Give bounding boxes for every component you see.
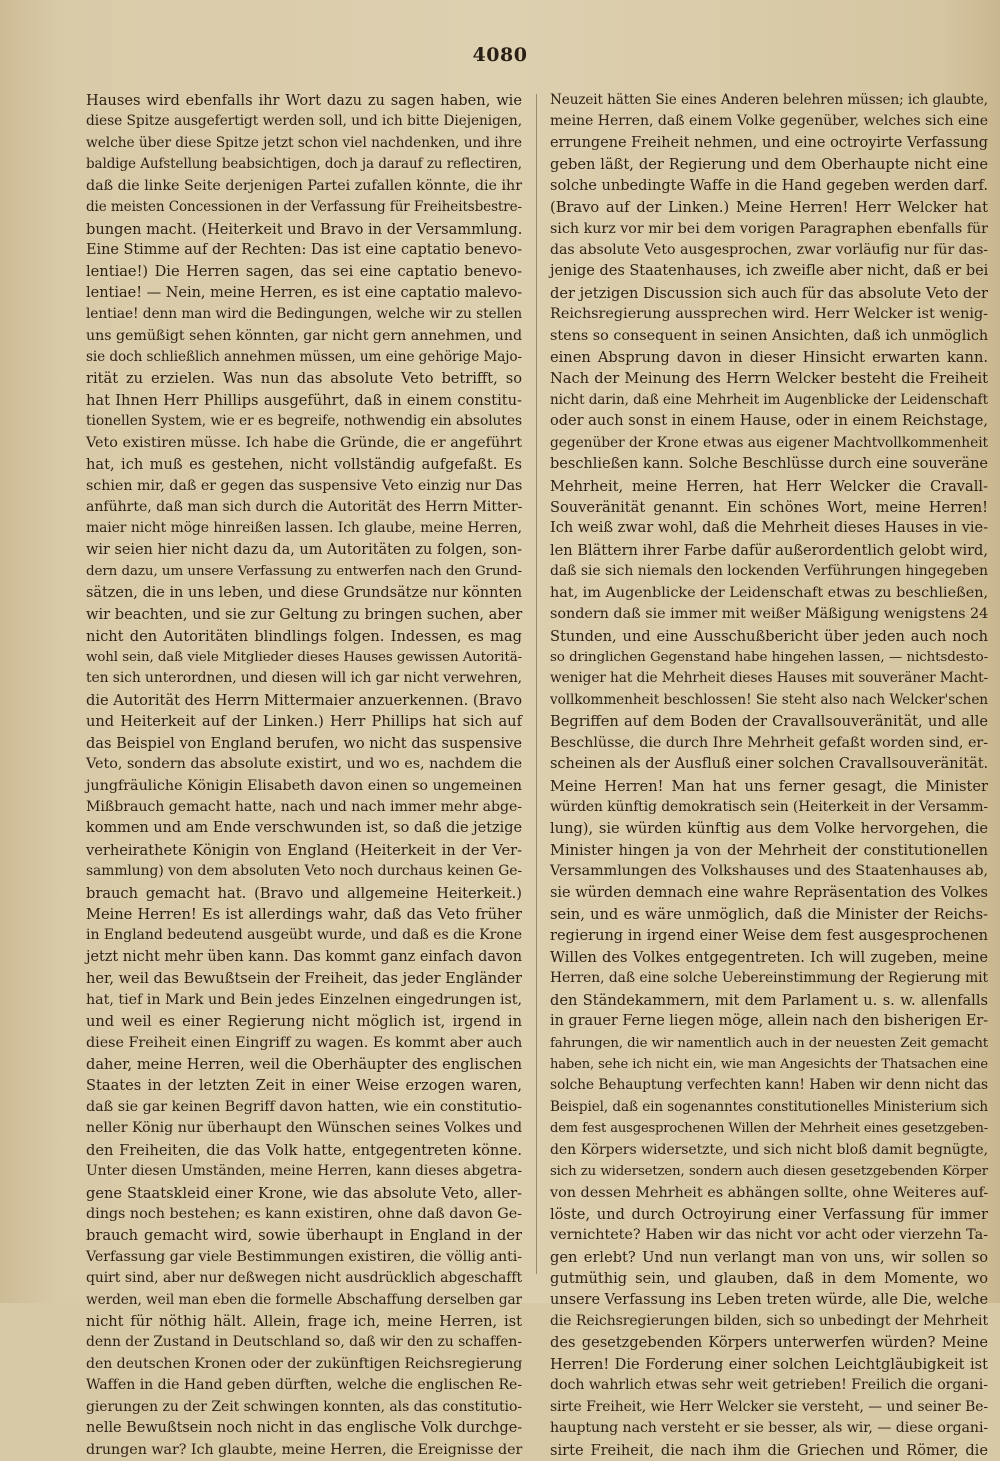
text-line: vernichtete? Haben wir das nicht vor acht oder vierzehn Ta- bbox=[550, 1227, 988, 1244]
text-line: dings noch bestehen; es kann existiren, ohne daß davon Ge- bbox=[86, 1205, 522, 1222]
text-line: geben läßt, der Regierung und dem Oberhaupte nicht eine bbox=[550, 156, 988, 174]
text-line: errungene Freiheit nehmen, und eine octroyirte Verfassung bbox=[550, 134, 988, 151]
text-line: regierung in irgend einer Weise dem fest ausgesprochenen bbox=[550, 927, 988, 945]
text-line: haben, sehe ich nicht ein, wie man Angesichts der Thatsachen eine bbox=[550, 1056, 988, 1072]
text-line: jetzt nicht mehr üben kann. Das kommt ganz einfach davon bbox=[86, 948, 522, 965]
text-line: Ich weiß zwar wohl, daß die Mehrheit dieses Hauses in vie- bbox=[550, 520, 989, 537]
text-line: wohl sein, daß viele Mitglieder dieses Hauses gewissen Autoritä- bbox=[86, 649, 522, 665]
text-line: sirte Freiheit, wie Herr Welcker sie versteht, — und seiner Be- bbox=[550, 1398, 988, 1415]
text-line: beschließen kann. Solche Beschlüsse durch eine souveräne bbox=[550, 456, 988, 473]
text-line: von dessen Mehrheit es abhängen sollte, ohne Weiteres auf- bbox=[550, 1184, 989, 1201]
text-line: meine Herren, daß einem Volke gegenüber, welches sich eine bbox=[550, 113, 988, 130]
text-line: ten sich unterordnen, und diesen will ich gar nicht verwehren, bbox=[86, 670, 522, 687]
text-line: würden künftig demokratisch sein (Heiterkeit in der Versamm- bbox=[550, 798, 988, 815]
text-line: doch wahrlich etwas sehr weit getrieben! Freilich die organi- bbox=[550, 1377, 988, 1394]
text-line: und weil es einer Regierung nicht möglich ist, irgend in bbox=[86, 1013, 522, 1031]
text-line: die Autorität des Herrn Mittermaier anzuerkennen. (Bravo bbox=[86, 691, 522, 709]
text-line: das absolute Veto ausgesprochen, zwar vorläufig nur für das- bbox=[550, 241, 988, 258]
text-line: nelle Bewußtsein noch nicht in das englische Volk durchge- bbox=[86, 1420, 523, 1437]
text-line: Veto, sondern das absolute existirt, und wo es, nachdem die bbox=[86, 756, 523, 773]
text-line: solche unbedingte Waffe in die Hand gegeben werden darf. bbox=[550, 177, 988, 194]
text-line: Souveränität genannt. Ein schönes Wort, meine Herren! bbox=[550, 499, 988, 517]
text-line: her, weil das Bewußtsein der Freiheit, das jeder Engländer bbox=[86, 970, 522, 988]
text-line: verheirathete Königin von England (Heiterkeit in der Ver- bbox=[86, 841, 522, 859]
text-line: fahrungen, die wir namentlich auch in der neuesten Zeit gemacht bbox=[550, 1035, 988, 1051]
text-line: Willen des Volkes entgegentreten. Ich will zugeben, meine bbox=[550, 948, 988, 966]
text-line: so dringlichen Gegenstand habe hingehen lassen, — nichtsdesto- bbox=[550, 649, 988, 665]
text-line: sirte Freiheit, die nach ihm die Griechen und Römer, die bbox=[550, 1441, 988, 1459]
text-line: gene Staatskleid einer Krone, wie das absolute Veto, aller- bbox=[86, 1184, 522, 1202]
text-line: gierungen zu der Zeit schwingen konnten, als das constitutio- bbox=[86, 1398, 522, 1415]
text-line: stens so consequent in seinen Ansichten, daß ich unmöglich bbox=[550, 327, 989, 344]
text-line: gen erlebt? Und nun verlangt man von uns, wir sollen so bbox=[550, 1248, 988, 1266]
text-line: daß sie gar keinen Begriff davon hatten, wie ein constitutio- bbox=[86, 1098, 522, 1115]
text-line: nicht den Autoritäten blindlings folgen. Indessen, es mag bbox=[86, 627, 522, 645]
text-line: und Heiterkeit auf der Linken.) Herr Phillips hat sich auf bbox=[86, 713, 522, 731]
text-line: kommen und am Ende verschwunden ist, so daß die jetzige bbox=[86, 820, 522, 837]
text-line: sie doch schließlich annehmen müssen, um eine gehörige Majo- bbox=[86, 349, 522, 366]
text-line: in grauer Ferne liegen möge, allein nach den bisherigen Er- bbox=[550, 1013, 989, 1030]
text-line: hat, im Augenblicke der Leidenschaft etwas zu beschließen, bbox=[550, 584, 988, 601]
text-line: die meisten Concessionen in der Verfassung für Freiheitsbestre- bbox=[86, 199, 522, 216]
text-line: Meine Herren! Es ist allerdings wahr, daß das Veto früher bbox=[86, 906, 522, 924]
text-line: hat, ich muß es gestehen, nicht vollständig aufgefaßt. Es bbox=[86, 456, 522, 474]
text-line: nicht darin, daß eine Mehrheit im Augenblicke der Leidenschaft bbox=[550, 391, 988, 408]
text-line: werden, weil man eben die formelle Abschaffung derselben gar bbox=[86, 1291, 522, 1308]
text-line: lung), sie würden künftig aus dem Volke hervorgehen, die bbox=[550, 820, 988, 838]
text-line: Herren! Die Forderung einer solchen Leichtgläubigkeit ist bbox=[550, 1355, 988, 1373]
text-line: daß die linke Seite derjenigen Partei zufallen könnte, die ihr bbox=[86, 177, 522, 194]
text-line: Staates in der letzten Zeit in einer Weise erzogen waren, bbox=[86, 1077, 522, 1095]
text-line: uns gemüßigt sehen könnten, gar nicht gern annehmen, und bbox=[86, 327, 522, 344]
text-line: quirt sind, aber nur deßwegen nicht ausdrücklich abgeschafft bbox=[86, 1270, 522, 1287]
text-line: Begriffen auf dem Boden der Cravallsouveränität, und alle bbox=[550, 713, 988, 731]
text-line: Versammlungen des Volkshauses und des Staatenhauses ab, bbox=[550, 863, 988, 880]
right-column bbox=[550, 90, 988, 1461]
text-line: anführte, daß man sich durch die Autorität des Herrn Mitter- bbox=[86, 499, 523, 516]
text-line: Reichsregierung aussprechen wird. Herr Welcker ist wenig- bbox=[550, 306, 988, 323]
text-line: Waffen in die Hand geben dürften, welche die englischen Re- bbox=[86, 1377, 523, 1394]
text-line: Meine Herren! Man hat uns ferner gesagt, die Minister bbox=[550, 777, 988, 795]
text-line: löste, und durch Octroyirung einer Verfassung für immer bbox=[550, 1205, 988, 1223]
text-line: tionellen System, wie er es begreife, nothwendig ein absolutes bbox=[86, 413, 522, 430]
left-column bbox=[86, 90, 522, 1461]
text-line: baldige Aufstellung beabsichtigen, doch ja darauf zu reflectiren, bbox=[86, 156, 522, 173]
text-line: unsere Verfassung ins Leben treten würde, alle Die, welche bbox=[550, 1291, 988, 1308]
text-line: einen Absprung davon in dieser Hinsicht erwarten kann. bbox=[550, 349, 988, 367]
text-line: hat, tief in Mark und Bein jedes Einzelnen eingedrungen ist, bbox=[86, 991, 522, 1008]
text-line: Veto existiren müsse. Ich habe die Gründe, die er angeführt bbox=[86, 434, 522, 451]
text-line: diese Freiheit einen Eingriff zu wagen. Es kommt aber auch bbox=[86, 1034, 523, 1051]
text-line: daher, meine Herren, weil die Oberhäupter des englischen bbox=[86, 1055, 522, 1073]
text-line: solche Behauptung verfechten kann! Haben wir denn nicht das bbox=[550, 1077, 988, 1094]
text-line: gegenüber der Krone etwas aus eigener Machtvollkommenheit bbox=[550, 434, 988, 451]
text-line: weniger hat die Mehrheit dieses Hauses mit souveräner Macht- bbox=[550, 670, 989, 687]
text-line: jenige des Staatenhauses, ich zweifle aber nicht, daß er bei bbox=[550, 263, 989, 280]
text-line: Verfassung gar viele Bestimmungen existiren, die völlig anti- bbox=[86, 1248, 522, 1265]
text-line: Eine Stimme auf der Rechten: Das ist eine captatio benevo- bbox=[86, 241, 522, 258]
text-line: Mehrheit, meine Herren, hat Herr Welcker die Cravall- bbox=[550, 477, 988, 495]
text-line: denn der Zustand in Deutschland so, daß wir den zu schaffen- bbox=[86, 1334, 522, 1351]
text-line: sätzen, die in uns leben, und diese Grundsätze nur könnten bbox=[86, 584, 522, 601]
text-line: hauptung nach versteht er sie besser, als wir, — diese organi- bbox=[550, 1420, 989, 1437]
text-line: nicht für nöthig hält. Allein, frage ich, meine Herren, ist bbox=[86, 1313, 522, 1331]
text-line: dern dazu, um unsere Verfassung zu entwerfen nach den Grund- bbox=[86, 564, 522, 580]
text-line: Minister hingen ja von der Mehrheit der constitutionellen bbox=[550, 841, 988, 859]
text-line: Hauses wird ebenfalls ihr Wort dazu zu sagen haben, wie bbox=[86, 92, 522, 109]
text-line: sammlung) von dem absoluten Veto noch durchaus keinen Ge- bbox=[86, 863, 522, 880]
page-number: 4080 bbox=[472, 44, 528, 66]
text-line: sondern daß sie immer mit weißer Mäßigung wenigstens 24 bbox=[550, 606, 989, 623]
text-line: gutmüthig sein, und glauben, daß in dem Momente, wo bbox=[550, 1270, 988, 1288]
text-line: Mißbrauch gemacht hatte, nach und nach immer mehr abge- bbox=[86, 798, 522, 815]
text-line: hat Ihnen Herr Phillips ausgeführt, daß in einem constitu- bbox=[86, 391, 522, 409]
text-line: maier nicht möge hinreißen lassen. Ich glaube, meine Herren, bbox=[86, 520, 522, 537]
text-line: schien mir, daß er gegen das suspensive Veto einzig nur Das bbox=[86, 477, 523, 494]
text-line: lentiae!) Die Herren sagen, das sei eine captatio benevo- bbox=[86, 263, 522, 281]
text-line: neller König nur überhaupt den Wünschen seines Volkes und bbox=[86, 1120, 522, 1137]
text-line: lentiae! denn man wird die Bedingungen, welche wir zu stellen bbox=[86, 306, 522, 323]
text-line: diese Spitze ausgefertigt werden soll, und ich bitte Diejenigen, bbox=[86, 113, 522, 130]
text-line: jungfräuliche Königin Elisabeth davon einen so ungemeinen bbox=[86, 777, 522, 794]
text-line: den Körpers widersetzte, und sich nicht bloß damit begnügte, bbox=[550, 1141, 988, 1158]
text-line: Beschlüsse, die durch Ihre Mehrheit gefaßt worden sind, er- bbox=[550, 734, 988, 751]
text-line: des gesetzgebenden Körpers unterwerfen würden? Meine bbox=[550, 1334, 988, 1352]
text-line: brauch gemacht wird, sowie überhaupt in England in der bbox=[86, 1227, 522, 1245]
text-line: drungen war? Ich glaubte, meine Herren, die Ereignisse der bbox=[86, 1441, 523, 1458]
text-line: daß sie sich niemals den lockenden Verführungen hingegeben bbox=[550, 563, 988, 580]
text-line: vollkommenheit beschlossen! Sie steht also nach Welcker'schen bbox=[550, 691, 988, 708]
text-line: Nach der Meinung des Herrn Welcker besteht die Freiheit bbox=[550, 370, 988, 388]
text-line: sie würden demnach eine wahre Repräsentation des Volkes bbox=[550, 884, 988, 901]
text-line: bungen macht. (Heiterkeit und Bravo in der Versammlung. bbox=[86, 220, 523, 238]
text-line: wir beachten, und sie zur Geltung zu bringen suchen, aber bbox=[86, 606, 523, 624]
text-line: Herren, daß eine solche Uebereinstimmung der Regierung mit bbox=[550, 970, 988, 987]
text-line: (Bravo auf der Linken.) Meine Herren! Herr Welcker hat bbox=[550, 199, 988, 217]
text-line: Beispiel, daß ein sogenanntes constitutionelles Ministerium sich bbox=[550, 1098, 988, 1115]
text-line: der jetzigen Discussion sich auch für das absolute Veto der bbox=[550, 284, 988, 302]
text-line: brauch gemacht hat. (Bravo und allgemeine Heiterkeit.) bbox=[86, 884, 522, 902]
text-line: dem fest ausgesprochenen Willen der Mehrheit eines gesetzgeben- bbox=[550, 1121, 988, 1137]
text-line: len Blättern ihrer Farbe dafür außerordentlich gelobt wird, bbox=[550, 541, 988, 559]
text-line: den Ständekammern, mit dem Parlament u. s. w. allenfalls bbox=[550, 991, 988, 1009]
text-line: Unter diesen Umständen, meine Herren, kann dieses abgetra- bbox=[86, 1163, 522, 1180]
text-line: in England bedeutend ausgeübt wurde, und daß es die Krone bbox=[86, 927, 523, 944]
text-line: scheinen als der Ausfluß einer solchen Cravallsouveränität. bbox=[550, 756, 989, 773]
text-line: sich kurz vor mir bei dem vorigen Paragraphen ebenfalls für bbox=[550, 220, 988, 237]
text-line: rität zu erzielen. Was nun das absolute Veto betrifft, so bbox=[86, 370, 522, 388]
text-line: sein, und es wäre unmöglich, daß die Minister der Reichs- bbox=[550, 906, 988, 924]
text-line: wir seien hier nicht dazu da, um Autoritäten zu folgen, son- bbox=[86, 541, 522, 558]
text-line: die Reichsregierungen bilden, sich so unbedingt der Mehrheit bbox=[550, 1313, 988, 1330]
text-line: Neuzeit hätten Sie eines Anderen belehren müssen; ich glaubte, bbox=[550, 92, 988, 108]
text-line: welche über diese Spitze jetzt schon viel nachdenken, und ihre bbox=[86, 134, 522, 151]
text-line: das Beispiel von England berufen, wo nicht das suspensive bbox=[86, 734, 522, 752]
text-line: Stunden, und eine Ausschußbericht über jeden auch noch bbox=[550, 627, 988, 645]
text-line: oder auch sonst in einem Hause, oder in einem Reichstage, bbox=[550, 413, 988, 430]
text-line: den Freiheiten, die das Volk hatte, entgegentreten könne. bbox=[86, 1141, 522, 1159]
text-line: den deutschen Kronen oder der zukünftigen Reichsregierung bbox=[86, 1355, 523, 1372]
column-divider bbox=[536, 94, 537, 1274]
text-line: lentiae! — Nein, meine Herren, es ist eine captatio malevo- bbox=[86, 284, 523, 301]
text-line: sich zu widersetzen, sondern auch diesen gesetzgebenden Körper bbox=[550, 1164, 988, 1180]
